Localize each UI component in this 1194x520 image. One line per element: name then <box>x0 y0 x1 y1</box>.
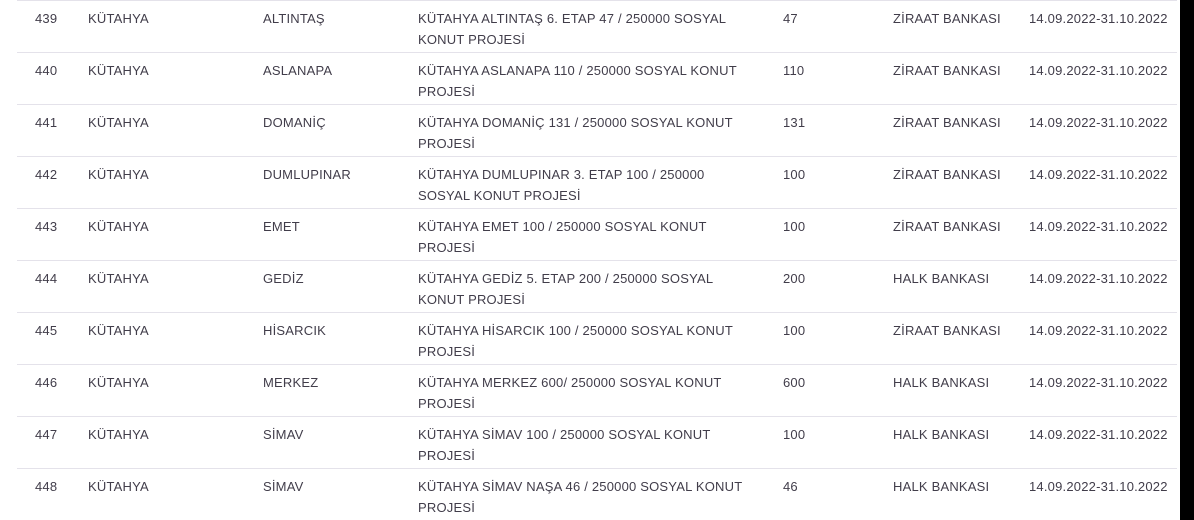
cell-date-range: 14.09.2022-31.10.2022 <box>1029 115 1168 130</box>
cell-project-name: KÜTAHYA SİMAV 100 / 250000 SOSYAL KONUT PROJESİ <box>418 427 711 463</box>
table-row <box>0 208 1180 260</box>
cell-project-name: KÜTAHYA DOMANİÇ 131 / 250000 SOSYAL KONUT PROJESİ <box>418 115 733 151</box>
cell-quantity: 200 <box>783 271 806 286</box>
cell-district: SİMAV <box>263 427 304 442</box>
cell-row-number: 447 <box>35 427 58 442</box>
cell-quantity: 100 <box>783 427 806 442</box>
cell-province: KÜTAHYA <box>88 323 149 338</box>
cell-district: ALTINTAŞ <box>263 11 325 26</box>
cell-bank: HALK BANKASI <box>893 427 990 442</box>
cell-province: KÜTAHYA <box>88 11 149 26</box>
cell-date-range: 14.09.2022-31.10.2022 <box>1029 219 1168 234</box>
cell-row-number: 448 <box>35 479 58 494</box>
cell-province: KÜTAHYA <box>88 63 149 78</box>
cell-bank: ZİRAAT BANKASI <box>893 11 1001 26</box>
cell-project-name: KÜTAHYA HİSARCIK 100 / 250000 SOSYAL KONUT PROJESİ <box>418 323 733 359</box>
cell-district: ASLANAPA <box>263 63 333 78</box>
cell-district: HİSARCIK <box>263 323 327 338</box>
cell-district: GEDİZ <box>263 271 304 286</box>
cell-bank: HALK BANKASI <box>893 479 990 494</box>
table-row <box>0 416 1180 468</box>
cell-quantity: 47 <box>783 11 798 26</box>
cell-quantity: 600 <box>783 375 806 390</box>
cell-bank: ZİRAAT BANKASI <box>893 167 1001 182</box>
table-row <box>0 260 1180 312</box>
right-edge-scrollbar-track[interactable] <box>1180 0 1194 520</box>
cell-date-range: 14.09.2022-31.10.2022 <box>1029 11 1168 26</box>
cell-quantity: 131 <box>783 115 806 130</box>
cell-province: KÜTAHYA <box>88 427 149 442</box>
cell-project-name: KÜTAHYA SİMAV NAŞA 46 / 250000 SOSYAL KONUT PROJESİ <box>418 479 743 515</box>
cell-quantity: 100 <box>783 219 806 234</box>
cell-row-number: 439 <box>35 11 58 26</box>
cell-bank: ZİRAAT BANKASI <box>893 323 1001 338</box>
cell-project-name: KÜTAHYA EMET 100 / 250000 SOSYAL KONUT PROJESİ <box>418 219 707 255</box>
cell-row-number: 442 <box>35 167 58 182</box>
cell-bank: ZİRAAT BANKASI <box>893 115 1001 130</box>
table-row <box>0 468 1180 520</box>
cell-quantity: 100 <box>783 167 806 182</box>
cell-bank: ZİRAAT BANKASI <box>893 219 1001 234</box>
cell-bank: HALK BANKASI <box>893 375 990 390</box>
cell-province: KÜTAHYA <box>88 115 149 130</box>
cell-province: KÜTAHYA <box>88 479 149 494</box>
cell-row-number: 443 <box>35 219 58 234</box>
cell-quantity: 110 <box>783 63 805 78</box>
cell-row-number: 441 <box>35 115 58 130</box>
cell-district: MERKEZ <box>263 375 319 390</box>
table-row <box>0 312 1180 364</box>
cell-province: KÜTAHYA <box>88 219 149 234</box>
table-row <box>0 104 1180 156</box>
table-row <box>0 156 1180 208</box>
cell-row-number: 440 <box>35 63 58 78</box>
cell-project-name: KÜTAHYA ALTINTAŞ 6. ETAP 47 / 250000 SOSYAL KONUT PROJESİ <box>418 11 726 47</box>
cell-bank: HALK BANKASI <box>893 271 990 286</box>
cell-row-number: 444 <box>35 271 58 286</box>
cell-quantity: 100 <box>783 323 806 338</box>
cell-date-range: 14.09.2022-31.10.2022 <box>1029 63 1168 78</box>
cell-project-name: KÜTAHYA MERKEZ 600/ 250000 SOSYAL KONUT PROJESİ <box>418 375 722 411</box>
table-row <box>0 52 1180 104</box>
table-row <box>0 364 1180 416</box>
cell-date-range: 14.09.2022-31.10.2022 <box>1029 427 1168 442</box>
cell-row-number: 446 <box>35 375 58 390</box>
cell-district: EMET <box>263 219 300 234</box>
cell-bank: ZİRAAT BANKASI <box>893 63 1001 78</box>
cell-district: DOMANİÇ <box>263 115 326 130</box>
cell-date-range: 14.09.2022-31.10.2022 <box>1029 479 1168 494</box>
cell-district: SİMAV <box>263 479 304 494</box>
cell-province: KÜTAHYA <box>88 375 149 390</box>
cell-project-name: KÜTAHYA DUMLUPINAR 3. ETAP 100 / 250000 SOSYAL KONUT PROJESİ <box>418 167 705 203</box>
cell-project-name: KÜTAHYA ASLANAPA 110 / 250000 SOSYAL KONUT PROJESİ <box>418 63 737 99</box>
cell-row-number: 445 <box>35 323 58 338</box>
table-row <box>0 0 1180 52</box>
cell-project-name: KÜTAHYA GEDİZ 5. ETAP 200 / 250000 SOSYAL KONUT PROJESİ <box>418 271 713 307</box>
cell-province: KÜTAHYA <box>88 271 149 286</box>
cell-date-range: 14.09.2022-31.10.2022 <box>1029 271 1168 286</box>
cell-quantity: 46 <box>783 479 798 494</box>
cell-date-range: 14.09.2022-31.10.2022 <box>1029 323 1168 338</box>
cell-date-range: 14.09.2022-31.10.2022 <box>1029 167 1168 182</box>
cell-district: DUMLUPINAR <box>263 167 351 182</box>
cell-province: KÜTAHYA <box>88 167 149 182</box>
cell-date-range: 14.09.2022-31.10.2022 <box>1029 375 1168 390</box>
